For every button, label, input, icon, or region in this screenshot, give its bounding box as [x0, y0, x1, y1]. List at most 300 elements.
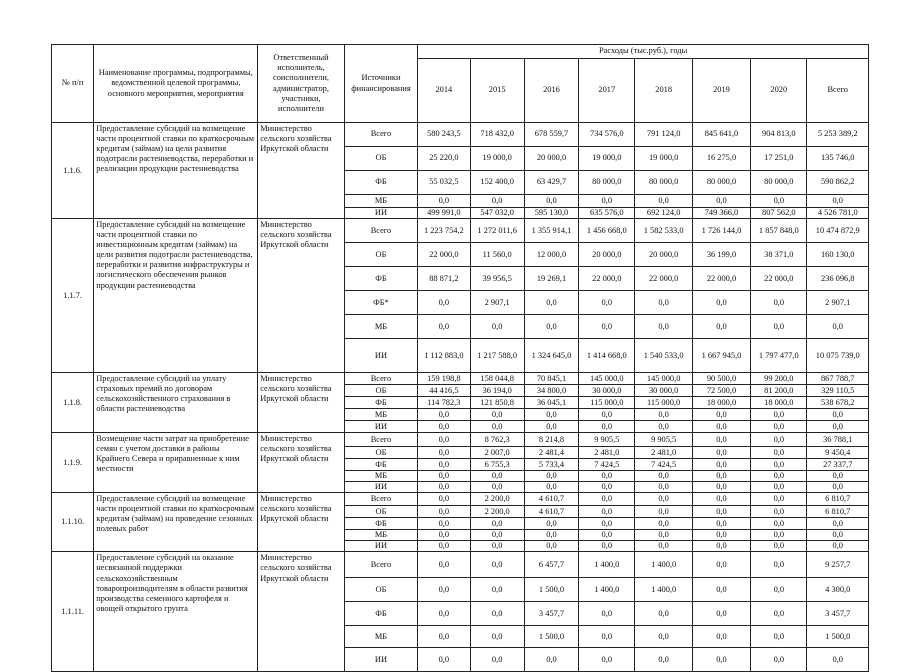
- total-value: 0,0: [807, 648, 869, 672]
- funding-source: ФБ: [344, 267, 417, 291]
- year-value: 72 500,0: [692, 385, 750, 397]
- row-number: 1.1.7.: [52, 219, 94, 373]
- year-value: 2 200,0: [470, 506, 524, 518]
- year-value: 0,0: [524, 530, 578, 541]
- year-value: 1 400,0: [635, 578, 692, 602]
- total-value: 160 130,0: [807, 243, 869, 267]
- year-value: 1 540 533,0: [635, 339, 692, 373]
- funding-source: Всего: [344, 433, 417, 447]
- total-value: 6 810,7: [807, 493, 869, 506]
- year-value: 30 000,0: [579, 385, 635, 397]
- total-value: 10 474 872,9: [807, 219, 869, 243]
- responsible-executor: Министерство сельского хозяйства Иркутской области: [258, 433, 345, 493]
- total-value: 4 526 781,0: [807, 208, 869, 219]
- year-value: 0,0: [635, 421, 692, 433]
- year-value: 0,0: [470, 552, 524, 578]
- total-value: 0,0: [807, 530, 869, 541]
- year-value: 845 641,0: [692, 123, 750, 147]
- year-value: 0,0: [418, 482, 470, 493]
- year-value: 0,0: [418, 493, 470, 506]
- year-value: 81 200,0: [751, 385, 807, 397]
- total-value: 867 788,7: [807, 373, 869, 385]
- year-value: 8 762,3: [470, 433, 524, 447]
- year-value: 11 560,0: [470, 243, 524, 267]
- year-value: 22 000,0: [579, 267, 635, 291]
- funding-source: ИИ: [344, 421, 417, 433]
- year-value: 0,0: [635, 195, 692, 208]
- funding-source: МБ: [344, 195, 417, 208]
- year-value: 0,0: [524, 482, 578, 493]
- total-value: 135 746,0: [807, 147, 869, 171]
- funding-source: ОБ: [344, 243, 417, 267]
- year-value: 0,0: [470, 195, 524, 208]
- header-responsible: Ответственный исполнитель, соисполнители, администратор, участники, исполнители: [258, 45, 345, 123]
- year-value: 0,0: [692, 552, 750, 578]
- year-value: 19 000,0: [635, 147, 692, 171]
- program-name: Предоставление субсидий на оказание несвязанной поддержки сельскохозяйственным товаропроизводителям в области развития производства семенного картофеля и овощей открытого грунта: [94, 552, 258, 672]
- year-value: 7 424,5: [635, 459, 692, 471]
- year-value: 0,0: [418, 471, 470, 482]
- year-value: 99 200,0: [751, 373, 807, 385]
- year-value: 0,0: [635, 530, 692, 541]
- year-value: 0,0: [524, 518, 578, 530]
- header-year: 2020: [751, 59, 807, 123]
- year-value: 0,0: [751, 315, 807, 339]
- year-value: 0,0: [470, 518, 524, 530]
- year-value: 0,0: [418, 541, 470, 552]
- year-value: 1 500,0: [524, 578, 578, 602]
- responsible-executor: Министерство сельского хозяйства Иркутской области: [258, 373, 345, 433]
- year-value: 19 000,0: [579, 147, 635, 171]
- year-value: 19 269,1: [524, 267, 578, 291]
- total-value: 0,0: [807, 541, 869, 552]
- year-value: 0,0: [751, 552, 807, 578]
- responsible-executor: Министерство сельского хозяйства Иркутской области: [258, 123, 345, 219]
- year-value: 1 726 144,0: [692, 219, 750, 243]
- year-value: 791 124,0: [635, 123, 692, 147]
- year-value: 0,0: [418, 578, 470, 602]
- year-value: 0,0: [524, 291, 578, 315]
- header-number: № п/п: [52, 45, 94, 123]
- year-value: 0,0: [751, 541, 807, 552]
- row-number: 1.1.10.: [52, 493, 94, 552]
- year-value: 63 429,7: [524, 171, 578, 195]
- year-value: 9 905,5: [579, 433, 635, 447]
- funding-source: МБ: [344, 409, 417, 421]
- year-value: 0,0: [579, 493, 635, 506]
- year-value: 0,0: [692, 315, 750, 339]
- year-value: 0,0: [692, 541, 750, 552]
- year-value: 2 200,0: [470, 493, 524, 506]
- year-value: 0,0: [579, 626, 635, 648]
- year-value: 1 667 945,0: [692, 339, 750, 373]
- total-value: 0,0: [807, 409, 869, 421]
- year-value: 6 457,7: [524, 552, 578, 578]
- year-value: 3 457,7: [524, 602, 578, 626]
- year-value: 0,0: [751, 421, 807, 433]
- year-value: 1 223 754,2: [418, 219, 470, 243]
- total-value: 0,0: [807, 315, 869, 339]
- year-value: 145 000,0: [635, 373, 692, 385]
- year-value: 152 400,0: [470, 171, 524, 195]
- year-value: 0,0: [418, 506, 470, 518]
- funding-source: ФБ: [344, 518, 417, 530]
- year-value: 0,0: [751, 459, 807, 471]
- year-value: 0,0: [418, 626, 470, 648]
- table-row: [52, 493, 869, 506]
- year-value: 0,0: [692, 530, 750, 541]
- total-value: 10 075 739,0: [807, 339, 869, 373]
- year-value: 22 000,0: [635, 267, 692, 291]
- responsible-executor: Министерство сельского хозяйства Иркутской области: [258, 219, 345, 373]
- year-value: 0,0: [692, 459, 750, 471]
- year-value: 36 045,1: [524, 397, 578, 409]
- year-value: 44 416,5: [418, 385, 470, 397]
- funding-source: ОБ: [344, 506, 417, 518]
- year-value: 1 324 645,0: [524, 339, 578, 373]
- year-value: 0,0: [470, 530, 524, 541]
- total-value: 2 907,1: [807, 291, 869, 315]
- year-value: 39 956,5: [470, 267, 524, 291]
- year-value: 0,0: [470, 626, 524, 648]
- year-value: 2 481,4: [524, 447, 578, 459]
- year-value: 34 800,0: [524, 385, 578, 397]
- year-value: 0,0: [470, 421, 524, 433]
- total-value: 9 257,7: [807, 552, 869, 578]
- funding-source: МБ: [344, 530, 417, 541]
- year-value: 121 850,8: [470, 397, 524, 409]
- year-value: 88 871,2: [418, 267, 470, 291]
- year-value: 0,0: [751, 518, 807, 530]
- year-value: 0,0: [579, 530, 635, 541]
- total-value: 27 337,7: [807, 459, 869, 471]
- year-value: 0,0: [418, 291, 470, 315]
- year-value: 0,0: [524, 541, 578, 552]
- year-value: 0,0: [635, 409, 692, 421]
- year-value: 580 243,5: [418, 123, 470, 147]
- year-value: 80 000,0: [635, 171, 692, 195]
- program-name: Возмещение части затрат на приобретение семян с учетом доставки в районы Крайнего Севера и приравненные к ним местности: [94, 433, 258, 493]
- year-value: 0,0: [692, 421, 750, 433]
- year-value: 70 845,1: [524, 373, 578, 385]
- financing-table: [51, 44, 869, 672]
- year-value: 4 610,7: [524, 493, 578, 506]
- year-value: 0,0: [418, 518, 470, 530]
- year-value: 0,0: [470, 409, 524, 421]
- year-value: 0,0: [579, 471, 635, 482]
- header-funding-source: Источники финансирования: [344, 45, 417, 123]
- total-value: 590 862,2: [807, 171, 869, 195]
- program-name: Предоставление субсидий на возмещение части процентной ставки по инвестиционным кредитам (займам) на цели развития подотрасли растениеводства, переработки и развития инфраструктуры и логистического обеспечения рынков продукции растениеводства: [94, 219, 258, 373]
- year-value: 0,0: [692, 506, 750, 518]
- year-value: 2 481,0: [635, 447, 692, 459]
- funding-source: ИИ: [344, 339, 417, 373]
- funding-source: ИИ: [344, 648, 417, 672]
- year-value: 19 000,0: [470, 147, 524, 171]
- funding-source: ОБ: [344, 147, 417, 171]
- year-value: 4 610,7: [524, 506, 578, 518]
- year-value: 1 414 668,0: [579, 339, 635, 373]
- year-value: 0,0: [635, 482, 692, 493]
- year-value: 0,0: [579, 409, 635, 421]
- year-value: 1 582 533,0: [635, 219, 692, 243]
- year-value: 0,0: [470, 648, 524, 672]
- header-year: 2016: [524, 59, 578, 123]
- header-total: Всего: [807, 59, 869, 123]
- year-value: 0,0: [418, 421, 470, 433]
- year-value: 7 424,5: [579, 459, 635, 471]
- header-year: 2018: [635, 59, 692, 123]
- year-value: 0,0: [692, 578, 750, 602]
- year-value: 0,0: [579, 518, 635, 530]
- header-year: 2017: [579, 59, 635, 123]
- year-value: 30 000,0: [635, 385, 692, 397]
- table-row: [52, 552, 869, 578]
- funding-source: ИИ: [344, 482, 417, 493]
- year-value: 0,0: [418, 409, 470, 421]
- total-value: 36 788,1: [807, 433, 869, 447]
- year-value: 0,0: [418, 447, 470, 459]
- year-value: 1 400,0: [579, 578, 635, 602]
- funding-source: Всего: [344, 493, 417, 506]
- year-value: 0,0: [751, 291, 807, 315]
- year-value: 22 000,0: [692, 267, 750, 291]
- year-value: 0,0: [751, 626, 807, 648]
- year-value: 1 797 477,0: [751, 339, 807, 373]
- year-value: 0,0: [692, 471, 750, 482]
- year-value: 0,0: [635, 506, 692, 518]
- year-value: 547 032,0: [470, 208, 524, 219]
- year-value: 55 032,5: [418, 171, 470, 195]
- total-value: 538 678,2: [807, 397, 869, 409]
- year-value: 0,0: [635, 471, 692, 482]
- year-value: 0,0: [524, 315, 578, 339]
- year-value: 0,0: [635, 541, 692, 552]
- funding-source: ФБ: [344, 171, 417, 195]
- total-value: 5 253 389,2: [807, 123, 869, 147]
- year-value: 0,0: [579, 195, 635, 208]
- year-value: 0,0: [751, 482, 807, 493]
- funding-source: ОБ: [344, 385, 417, 397]
- year-value: 0,0: [692, 648, 750, 672]
- year-value: 114 782,3: [418, 397, 470, 409]
- funding-source: МБ: [344, 315, 417, 339]
- year-value: 0,0: [692, 195, 750, 208]
- funding-source: МБ: [344, 471, 417, 482]
- year-value: 0,0: [635, 648, 692, 672]
- funding-source: ФБ*: [344, 291, 417, 315]
- year-value: 20 000,0: [579, 243, 635, 267]
- funding-source: ФБ: [344, 397, 417, 409]
- year-value: 20 000,0: [524, 147, 578, 171]
- year-value: 115 000,0: [635, 397, 692, 409]
- total-value: 0,0: [807, 482, 869, 493]
- year-value: 0,0: [692, 433, 750, 447]
- year-value: 0,0: [418, 602, 470, 626]
- year-value: 1 400,0: [579, 552, 635, 578]
- year-value: 0,0: [579, 648, 635, 672]
- year-value: 115 000,0: [579, 397, 635, 409]
- year-value: 1 272 011,6: [470, 219, 524, 243]
- table-row: [52, 123, 869, 147]
- year-value: 0,0: [751, 195, 807, 208]
- year-value: 0,0: [635, 518, 692, 530]
- funding-source: Всего: [344, 123, 417, 147]
- year-value: 499 991,0: [418, 208, 470, 219]
- year-value: 0,0: [524, 471, 578, 482]
- year-value: 0,0: [751, 506, 807, 518]
- year-value: 2 907,1: [470, 291, 524, 315]
- year-value: 0,0: [418, 195, 470, 208]
- year-value: 0,0: [418, 459, 470, 471]
- program-name: Предоставление субсидий на возмещение части процентной ставки по краткосрочным кредитам (займам) на цели развития подотрасли растениеводства, переработки и реализации продукции растениеводства: [94, 123, 258, 219]
- table-body: [52, 123, 869, 672]
- year-value: 16 275,0: [692, 147, 750, 171]
- year-value: 0,0: [470, 578, 524, 602]
- year-value: 678 559,7: [524, 123, 578, 147]
- header-year: 2014: [418, 59, 470, 123]
- row-number: 1.1.9.: [52, 433, 94, 493]
- year-value: 1 400,0: [635, 552, 692, 578]
- year-value: 0,0: [635, 602, 692, 626]
- table-row: [52, 373, 869, 385]
- year-value: 0,0: [751, 602, 807, 626]
- total-value: 329 110,5: [807, 385, 869, 397]
- year-value: 2 481,0: [579, 447, 635, 459]
- year-value: 0,0: [579, 602, 635, 626]
- responsible-executor: Министерство сельского хозяйства Иркутской области: [258, 493, 345, 552]
- year-value: 0,0: [692, 447, 750, 459]
- year-value: 635 576,0: [579, 208, 635, 219]
- year-value: 8 214,8: [524, 433, 578, 447]
- year-value: 0,0: [751, 433, 807, 447]
- year-value: 2 007,0: [470, 447, 524, 459]
- year-value: 595 130,0: [524, 208, 578, 219]
- total-value: 0,0: [807, 421, 869, 433]
- year-value: 18 000,0: [751, 397, 807, 409]
- funding-source: ОБ: [344, 578, 417, 602]
- year-value: 734 576,0: [579, 123, 635, 147]
- year-value: 5 733,4: [524, 459, 578, 471]
- year-value: 0,0: [751, 530, 807, 541]
- year-value: 0,0: [418, 530, 470, 541]
- year-value: 36 199,0: [692, 243, 750, 267]
- year-value: 25 220,0: [418, 147, 470, 171]
- total-value: 6 810,7: [807, 506, 869, 518]
- year-value: 0,0: [579, 482, 635, 493]
- total-value: 9 450,4: [807, 447, 869, 459]
- header-year: 2015: [470, 59, 524, 123]
- funding-source: Всего: [344, 373, 417, 385]
- year-value: 718 432,0: [470, 123, 524, 147]
- year-value: 0,0: [635, 626, 692, 648]
- year-value: 0,0: [751, 578, 807, 602]
- total-value: 0,0: [807, 471, 869, 482]
- program-name: Предоставление субсидий на возмещение части процентной ставки по краткосрочным кредитам (займам) на проведение сезонных полевых работ: [94, 493, 258, 552]
- year-value: 0,0: [751, 648, 807, 672]
- total-value: 236 096,8: [807, 267, 869, 291]
- year-value: 0,0: [470, 602, 524, 626]
- year-value: 0,0: [751, 447, 807, 459]
- year-value: 0,0: [418, 315, 470, 339]
- year-value: 38 371,0: [751, 243, 807, 267]
- year-value: 0,0: [692, 518, 750, 530]
- program-name: Предоставление субсидий на уплату страховых премий по договорам сельскохозяйственного страхования в области растениеводства: [94, 373, 258, 433]
- funding-source: Всего: [344, 219, 417, 243]
- year-value: 22 000,0: [751, 267, 807, 291]
- year-value: 0,0: [692, 409, 750, 421]
- year-value: 0,0: [524, 648, 578, 672]
- year-value: 0,0: [692, 626, 750, 648]
- header-expenses: Расходы (тыс.руб.), годы: [418, 45, 869, 59]
- year-value: 36 194,0: [470, 385, 524, 397]
- year-value: 18 000,0: [692, 397, 750, 409]
- funding-source: ФБ: [344, 602, 417, 626]
- year-value: 22 000,0: [418, 243, 470, 267]
- year-value: 1 112 883,0: [418, 339, 470, 373]
- year-value: 90 500,0: [692, 373, 750, 385]
- year-value: 1 217 588,0: [470, 339, 524, 373]
- year-value: 0,0: [470, 541, 524, 552]
- year-value: 1 500,0: [524, 626, 578, 648]
- year-value: 0,0: [692, 482, 750, 493]
- header-program-name: Наименование программы, подпрограммы, ведомственной целевой программы, основного мероприятия, мероприятия: [94, 45, 258, 123]
- year-value: 0,0: [635, 493, 692, 506]
- year-value: 158 044,8: [470, 373, 524, 385]
- total-value: 1 500,0: [807, 626, 869, 648]
- year-value: 159 198,8: [418, 373, 470, 385]
- year-value: 0,0: [470, 471, 524, 482]
- year-value: 1 456 668,0: [579, 219, 635, 243]
- year-value: 80 000,0: [692, 171, 750, 195]
- row-number: 1.1.11.: [52, 552, 94, 672]
- year-value: 0,0: [635, 291, 692, 315]
- year-value: 0,0: [524, 409, 578, 421]
- year-value: 0,0: [579, 541, 635, 552]
- year-value: 0,0: [418, 552, 470, 578]
- year-value: 20 000,0: [635, 243, 692, 267]
- header-year: 2019: [692, 59, 750, 123]
- table-row: [52, 219, 869, 243]
- responsible-executor: Министерство сельского хозяйства Иркутской области: [258, 552, 345, 672]
- year-value: 9 905,5: [635, 433, 692, 447]
- year-value: 0,0: [524, 195, 578, 208]
- year-value: 0,0: [579, 506, 635, 518]
- row-number: 1.1.8.: [52, 373, 94, 433]
- total-value: 0,0: [807, 195, 869, 208]
- year-value: 0,0: [692, 291, 750, 315]
- table-row: [52, 433, 869, 447]
- year-value: 0,0: [418, 648, 470, 672]
- year-value: 80 000,0: [579, 171, 635, 195]
- funding-source: ИИ: [344, 541, 417, 552]
- year-value: 0,0: [470, 482, 524, 493]
- total-value: 4 300,0: [807, 578, 869, 602]
- year-value: 807 562,0: [751, 208, 807, 219]
- year-value: 0,0: [692, 493, 750, 506]
- year-value: 0,0: [579, 315, 635, 339]
- year-value: 12 000,0: [524, 243, 578, 267]
- funding-source: ФБ: [344, 459, 417, 471]
- year-value: 749 366,0: [692, 208, 750, 219]
- year-value: 145 000,0: [579, 373, 635, 385]
- funding-source: Всего: [344, 552, 417, 578]
- year-value: 0,0: [692, 602, 750, 626]
- funding-source: ИИ: [344, 208, 417, 219]
- year-value: 0,0: [418, 433, 470, 447]
- year-value: 0,0: [524, 421, 578, 433]
- year-value: 0,0: [751, 471, 807, 482]
